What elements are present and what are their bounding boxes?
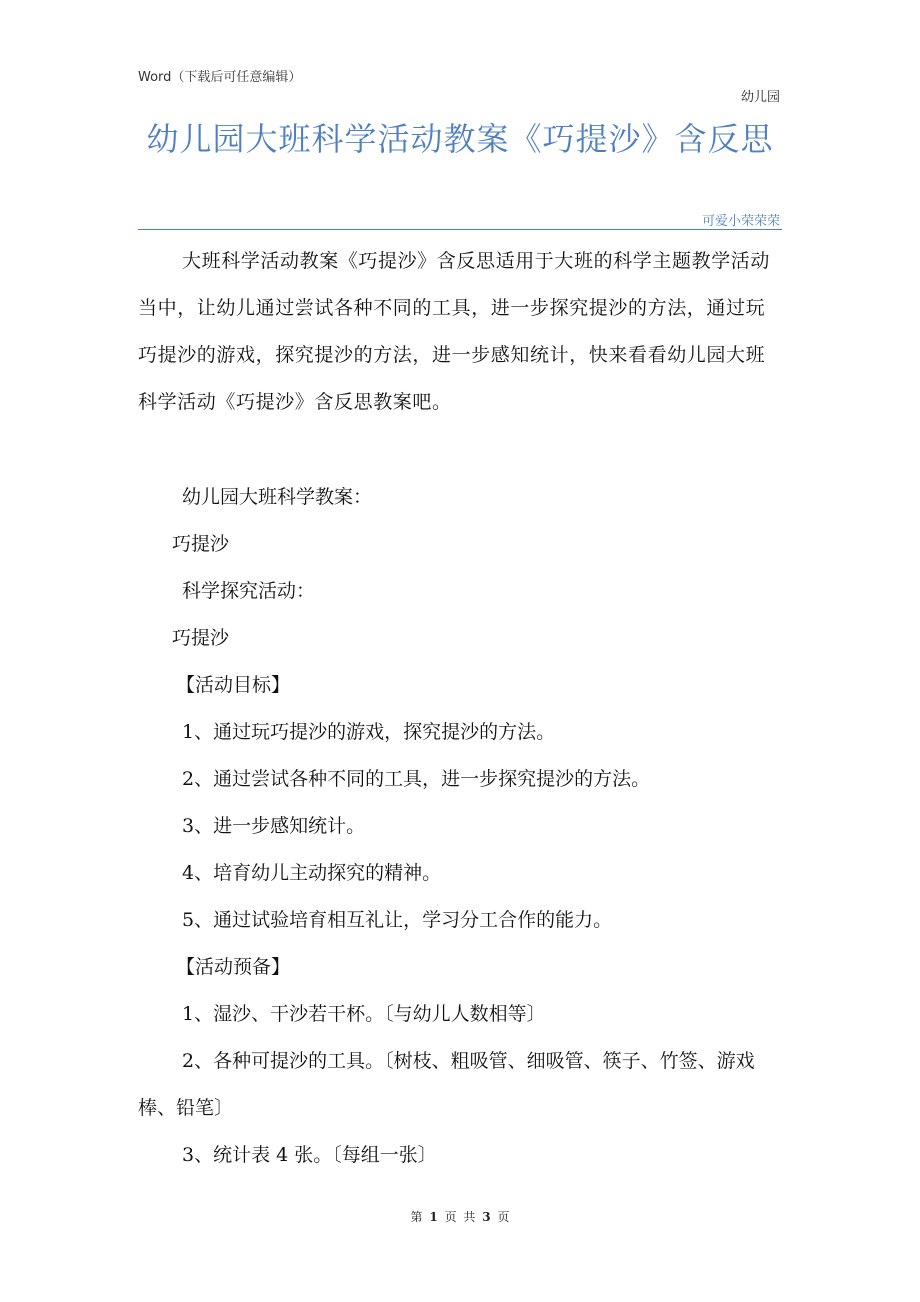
goal-item: 3、进一步感知统计。 bbox=[182, 815, 366, 837]
goal-item: 4、培育幼儿主动探究的精神。 bbox=[182, 862, 442, 884]
current-page-number: 1 bbox=[429, 1210, 438, 1224]
total-pages-number: 3 bbox=[482, 1210, 491, 1224]
lesson-heading: 幼儿园大班科学教案： bbox=[182, 486, 373, 508]
intro-paragraph: 大班科学活动教案《巧提沙》含反思适用于大班的科学主题教学活动当中，让幼儿通过尝试各种不同的工具，进一步探究提沙的方法，通过玩巧提沙的游戏，探究提沙的方法，进一步感知统计，快来看看幼儿园大班科学活动《巧提沙》含反思教案吧。 bbox=[138, 250, 771, 413]
prep-heading: 【活动预备】 bbox=[176, 956, 291, 978]
footer-middle: 页 共 bbox=[444, 1210, 476, 1224]
footer-prefix: 第 bbox=[410, 1210, 423, 1224]
watermark-text: Word（下载后可任意编辑） bbox=[138, 70, 302, 85]
footer-suffix: 页 bbox=[497, 1210, 510, 1224]
activity-type: 科学探究活动： bbox=[182, 580, 316, 602]
goals-heading: 【活动目标】 bbox=[176, 674, 291, 696]
title-divider bbox=[138, 229, 782, 230]
goal-item: 2、通过尝试各种不同的工具，进一步探究提沙的方法。 bbox=[182, 768, 651, 790]
goal-item: 1、通过玩巧提沙的游戏，探究提沙的方法。 bbox=[182, 721, 556, 743]
prep-item: 1、湿沙、干沙若干杯。〔与幼儿人数相等〕 bbox=[182, 1003, 546, 1025]
page-title: 幼儿园大班科学活动教案《巧提沙》含反思 bbox=[146, 120, 774, 158]
header-category: 幼儿园 bbox=[740, 90, 780, 105]
goal-item: 5、通过试验培育相互礼让，学习分工合作的能力。 bbox=[182, 909, 613, 931]
prep-item: 3、统计表 4 张。〔每组一张〕 bbox=[182, 1144, 437, 1166]
activity-topic: 巧提沙 bbox=[172, 627, 230, 649]
prep-item: 2、各种可提沙的工具。〔树枝、粗吸管、细吸管、筷子、竹签、游戏棒、铅笔〕 bbox=[138, 1050, 755, 1119]
page-footer bbox=[0, 1208, 920, 1225]
paragraph-spacer bbox=[138, 426, 782, 474]
author-name: 可爱小荣荣荣 bbox=[701, 214, 780, 229]
document-body bbox=[138, 238, 782, 1179]
lesson-topic: 巧提沙 bbox=[172, 533, 230, 555]
